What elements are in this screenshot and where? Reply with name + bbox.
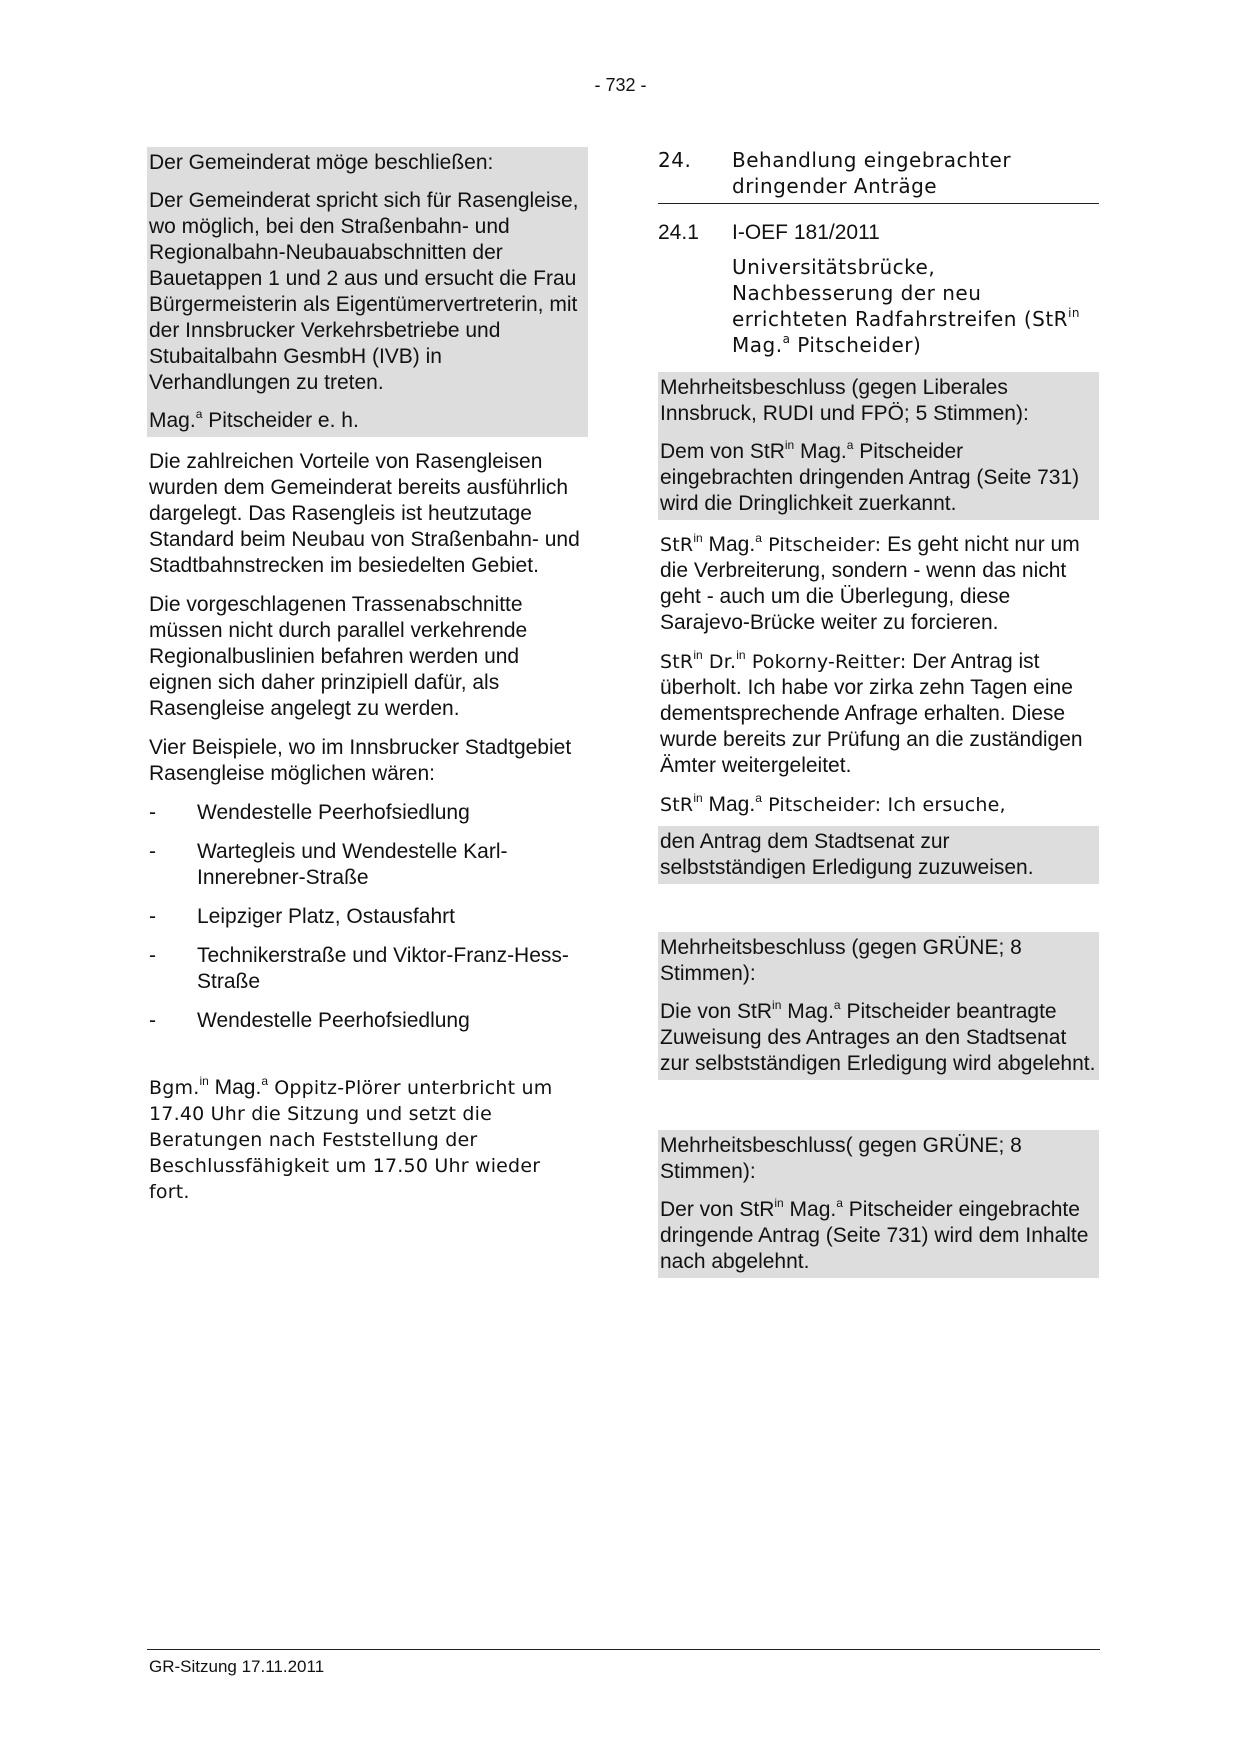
motion-text: Der Gemeinderat spricht sich für Rasengleise, wo möglich, bei den Straßenbahn- und Regionalbahn-Neubauabschnitten der Bauetappen 1 und 2 aus und ersucht die Frau Bürgermeisterin als Eigentümervertreterin, mit der Innsbrucker Verkehrsbetriebe und Stubaitalbahn GesmbH (IVB) in Verhandlungen zu treten.: [149, 189, 579, 394]
resolution-box-1: [658, 372, 1099, 520]
examples-list: [147, 800, 588, 1034]
footer-rule: [147, 1649, 1100, 1650]
heading-rule: [658, 203, 1099, 204]
list-item: - Technikerstraße und Viktor-Franz-Hess-Straße: [149, 944, 569, 993]
resolution-box-3: [658, 1130, 1099, 1278]
justification-para-3: Vier Beispiele, wo im Innsbrucker Stadtgebiet Rasengleise möglichen wären:: [149, 736, 572, 785]
resolution-title: Mehrheitsbeschluss( gegen GRÜNE; 8 Stimmen):: [660, 1134, 1022, 1183]
section-heading: [658, 147, 1099, 199]
speaker-statement: StR$^{in}$ Dr.$^{in}$ Pokorny-Reitter: Der Antrag ist überholt. Ich habe vor zirka zehn Tagen eine dementsprechende Anfrage erhalten. Diese wurde bereits zur Prüfung an die zuständigen Ämter weitergeleitet.: [660, 648, 1083, 777]
item-title: Universitätsbrücke, Nachbesserung der neu errichteten Radfahrstreifen (StR$^{in}$ Mag.$^a$ Pitscheider): [732, 255, 1081, 357]
item-id: I-OEF 181/2011: [732, 221, 880, 244]
list-item: - Wendestelle Peerhofsiedlung: [149, 1009, 470, 1032]
resolution-box-2: [658, 932, 1099, 1080]
resolution-text: Der von StR$^{in}$ Mag.$^a$ Pitscheider eingebrachte dringende Antrag (Seite 731) wird dem Inhalte nach abgelehnt.: [660, 1196, 1089, 1273]
resolution-text: Die von StR$^{in}$ Mag.$^a$ Pitscheider beantragte Zuweisung des Antrages an den Stadtsenat zur selbstständigen Erledigung wird abgelehnt.: [660, 998, 1096, 1075]
footer-session-date: GR-Sitzung 17.11.2011: [149, 1657, 325, 1676]
section-title: Behandlung eingebrachter dringender Anträge: [732, 148, 1012, 198]
session-interruption-note: Bgm.$^{in}$ Mag.$^a$ Oppitz-Plörer unterbricht um 17.40 Uhr die Sitzung und setzt die Beratungen nach Feststellung der Beschlussfähigkeit um 17.50 Uhr wieder fort.: [149, 1074, 553, 1203]
motion-box: [147, 147, 588, 437]
right-column: [658, 147, 1099, 1278]
resolution-title: Mehrheitsbeschluss (gegen Liberales Innsbruck, RUDI und FPÖ; 5 Stimmen):: [660, 376, 1029, 425]
speaker-statement: StR$^{in}$ Mag.$^a$ Pitscheider: Es geht nicht nur um die Verbreiterung, sondern - wenn das nicht geht - auch um die Überlegung, diese Sarajevo-Brücke weiter zu forcieren.: [660, 531, 1080, 634]
left-column: [147, 147, 588, 1218]
resolution-text: Dem von StR$^{in}$ Mag.$^a$ Pitscheider eingebrachten dringenden Antrag (Seite 731) wird die Dringlichkeit zuerkannt.: [660, 438, 1080, 515]
speaker-statement: StR$^{in}$ Mag.$^a$ Pitscheider: Ich ersuche,: [660, 791, 1006, 816]
list-item: - Wartegleis und Wendestelle Karl-Innerebner-Straße: [149, 840, 508, 889]
justification-para-2: Die vorgeschlagenen Trassenabschnitte müssen nicht durch parallel verkehrende Regionalbuslinien befahren werden und eignen sich daher prinzipiell dafür, als Rasengleise angelegt zu werden.: [149, 593, 528, 720]
list-item: - Leipziger Platz, Ostausfahrt: [149, 905, 455, 928]
request-box: den Antrag dem Stadtsenat zur selbstständigen Erledigung zuzuweisen.: [658, 826, 1099, 884]
motion-signature: Mag.$^a$ Pitscheider e. h.: [149, 407, 359, 432]
motion-intro: Der Gemeinderat möge beschließen:: [149, 151, 494, 174]
page-number: - 732 -: [594, 75, 647, 95]
section-number: 24.: [658, 148, 692, 172]
resolution-title: Mehrheitsbeschluss (gegen GRÜNE; 8 Stimmen):: [660, 936, 1022, 985]
item-number: 24.1: [658, 221, 699, 244]
justification-para-1: Die zahlreichen Vorteile von Rasengleisen wurden dem Gemeinderat bereits ausführlich dargelegt. Das Rasengleis ist heutzutage Standard beim Neubau von Straßenbahn- und Stadtbahnstrecken im besiedelten Gebiet.: [149, 450, 580, 577]
item-header: [658, 220, 1099, 246]
list-item: - Wendestelle Peerhofsiedlung: [149, 801, 470, 824]
